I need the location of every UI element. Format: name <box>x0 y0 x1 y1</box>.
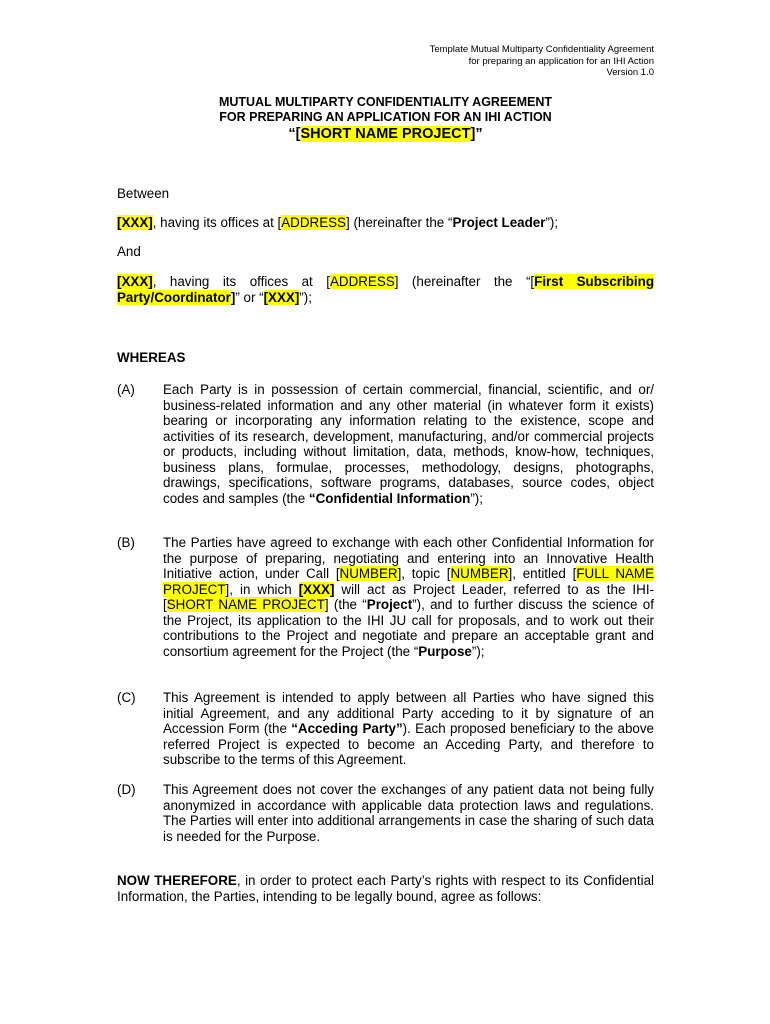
text-span: Each Party is in possession of certain commercial, financial, scientific, and or/ business-related information and any other material (in whatever form it exists) bearing or incorporating any information relating to the existence, scope and activities of its research, development, manufacturing, and/or commercial projects or products, including without limitation, data, methods, know-how, techniques, business plans, formulae, processes, methodology, designs, photographs, drawings, specifications, software programs, databases, source codes, object codes and samples (the <box>163 382 654 506</box>
text-span: ] (hereinafter the “[ <box>394 274 535 289</box>
party-2-paragraph <box>117 274 654 305</box>
recital-b-label: (B) <box>117 535 135 550</box>
text-span: will act as Project Leader, referred to as the IHI-[ <box>163 581 654 612</box>
agreement-title <box>117 95 654 144</box>
party-2-name-placeholder: [XXX] <box>117 274 153 289</box>
party-1-paragraph <box>117 215 654 231</box>
quote-close: ]” <box>470 126 483 142</box>
text-span: ”); <box>471 643 485 659</box>
text-span: ”); <box>545 215 559 230</box>
text-span: ”); <box>470 490 483 506</box>
recital-a-text <box>163 382 654 506</box>
text-span: This Agreement is intended to apply between all Parties who have signed this initial Agreement, and any additional Party acceding to it by signature of an Accession Form (the <box>163 690 654 736</box>
recital-a-label: (A) <box>117 382 135 397</box>
call-number-placeholder: NUMBER <box>339 566 398 581</box>
project-leader-term: Project Leader <box>452 215 546 230</box>
text-span: ], in which <box>225 581 299 597</box>
text-span: , having its offices at [ <box>152 274 330 289</box>
project-short-name-placeholder: SHORT NAME PROJECT <box>300 126 471 142</box>
text-span: ] <box>230 289 236 305</box>
header-line-2: for preparing an application for an IHI Action <box>468 55 654 67</box>
full-name-project-placeholder: FULL NAME PROJECT <box>163 566 655 597</box>
title-line-2: FOR PREPARING AN APPLICATION FOR AN IHI ACTION <box>219 110 552 124</box>
party-2-alias-placeholder: [XXX] <box>263 289 300 305</box>
text-span: ] (the “ <box>324 597 367 612</box>
text-span: The Parties have agreed to exchange with each other Confidential Information for the purpose of preparing, negotiating and entering into an Innovative Health Initiative action, under Call [ <box>163 535 654 581</box>
now-therefore-paragraph <box>117 873 654 904</box>
confidential-information-term: “Confidential Information <box>308 490 471 506</box>
whereas-heading: WHEREAS <box>117 350 186 365</box>
purpose-term: Purpose <box>418 643 472 659</box>
recital-d-text: This Agreement does not cover the exchanges of any patient data not being fully anonymized in accordance with applicable data protection laws and regulations. The Parties will enter into additional arrangements in case the sharing of such data is needed for the Purpose. <box>163 782 654 844</box>
short-name-project-placeholder: SHORT NAME PROJECT <box>166 597 325 612</box>
party-2-address-placeholder: ADDRESS <box>329 274 395 289</box>
text-span: ”); <box>299 289 312 305</box>
between-label: Between <box>117 186 170 201</box>
first-subscribing-party-term: First Subscribing Party/Coordinator <box>117 274 655 305</box>
header-version: Version 1.0 <box>606 67 654 78</box>
title-project-line <box>117 125 654 144</box>
text-span: ”), and to further discuss the science of the Project, its application to the IHI JU call for proposals, and to work out their contributions to the Project and negotiate and prepare an acceptable grant and consortium agreement for the Project (the “ <box>163 597 654 659</box>
text-span: , in order to protect each Party’s rights with respect to its Confidential Information, the Parties, intending to be legally bound, agree as follows: <box>117 873 654 904</box>
acceding-party-term: “Acceding Party” <box>291 721 403 736</box>
project-term: Project <box>366 597 413 612</box>
party-1-address-placeholder: ADDRESS <box>281 215 346 230</box>
party-1-name-placeholder: [XXX] <box>117 215 153 230</box>
and-label: And <box>117 244 141 259</box>
document-header <box>430 44 654 79</box>
text-span: ” or “ <box>235 289 264 305</box>
text-span: ). Each proposed beneficiary to the above referred Project is expected to become an Acceding Party, and therefore to subscribe to the terms of this Agreement. <box>163 721 654 767</box>
recital-b-text <box>163 535 654 659</box>
recital-d-label: (D) <box>117 782 136 797</box>
recital-c-text <box>163 690 654 768</box>
title-line-1: MUTUAL MULTIPARTY CONFIDENTIALITY AGREEMENT <box>218 95 553 109</box>
quote-open: “[ <box>288 126 301 142</box>
topic-number-placeholder: NUMBER <box>450 566 509 581</box>
now-therefore-lead: NOW THEREFORE <box>117 873 237 888</box>
project-leader-placeholder: [XXX] <box>298 581 335 597</box>
text-span: ] (hereinafter the “ <box>346 215 453 230</box>
text-span: , having its offices at [ <box>152 215 282 230</box>
text-span: ], topic [ <box>397 566 451 581</box>
recital-c-label: (C) <box>117 690 136 705</box>
text-span: ], entitled [ <box>508 566 577 581</box>
header-line-1: Template Mutual Multiparty Confidentiality Agreement <box>429 44 654 55</box>
